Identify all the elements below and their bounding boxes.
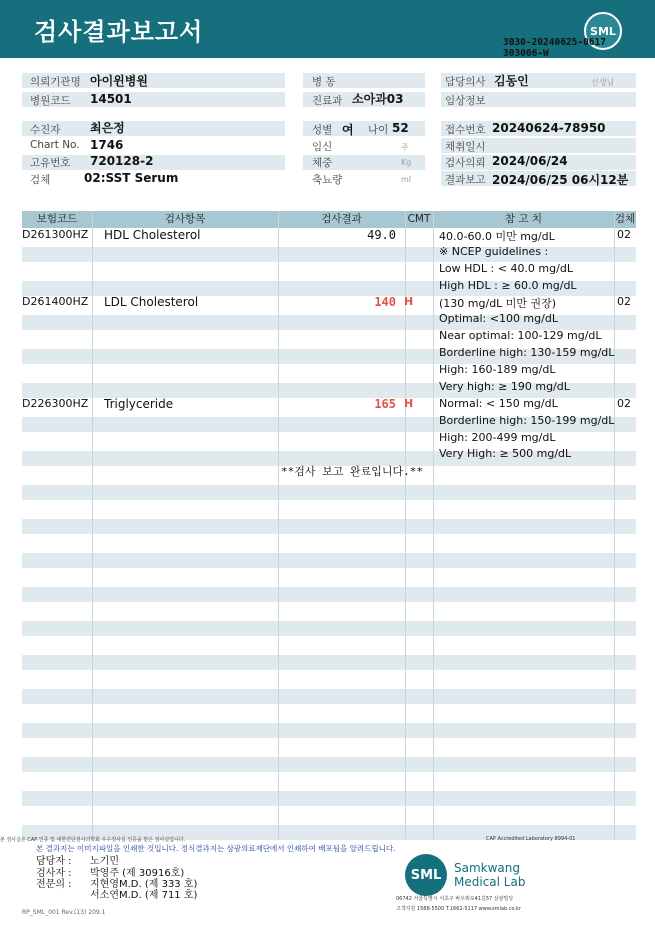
- specimen-value: 02:SST Serum: [84, 171, 179, 185]
- table-row-stripe: [22, 757, 636, 772]
- sex-label: 성별: [312, 124, 333, 136]
- table-row-stripe: [22, 553, 636, 568]
- table-row-stripe: [22, 791, 636, 806]
- document-id: [503, 37, 606, 59]
- reference-line: Low HDL : < 40.0 mg/dL: [439, 262, 573, 275]
- dept-value: 소아과03: [352, 92, 404, 106]
- document-id-line1: 3030-20240625-0617: [503, 37, 606, 48]
- doctor-suffix: 선생님: [591, 78, 615, 87]
- pregnancy-unit: 주: [401, 143, 409, 152]
- row2-specimen: 02: [617, 295, 631, 308]
- receipt-value: 20240624-78950: [492, 121, 606, 135]
- weight-label: 체중: [312, 157, 333, 169]
- ward-label: 병 동: [312, 76, 336, 88]
- lab-name-line2: Medical Lab: [454, 875, 526, 889]
- cap-note: CAP Accredited Laboratory 8994-01: [486, 836, 576, 842]
- results-table-header: [22, 211, 636, 228]
- row2-item: LDL Cholesterol: [104, 295, 199, 309]
- specimen-label: 검체: [30, 174, 51, 186]
- expert1-value: 지현영M.D. (제 333 호): [90, 879, 198, 890]
- age-label: 나이: [368, 124, 389, 136]
- column-divider: [614, 211, 615, 839]
- column-divider: [92, 211, 93, 839]
- row3-code: D226300HZ: [22, 397, 89, 410]
- reference-line: High: 160-189 mg/dL: [439, 363, 556, 376]
- expert-label: 전문의 :: [36, 879, 72, 890]
- clinical-label: 임상정보: [445, 95, 486, 107]
- sex-value: 여: [342, 123, 354, 137]
- report-value: 2024/06/25 06시12분: [492, 173, 629, 187]
- row1-result: 49.0: [367, 228, 396, 242]
- table-row-stripe: [22, 655, 636, 670]
- report-title: 검사결과보고서: [34, 18, 204, 46]
- pregnancy-label: 임신: [312, 141, 333, 153]
- expert2-value: 서소연M.D. (제 711 호): [90, 890, 198, 901]
- reference-line: Borderline high: 130-159 mg/dL: [439, 346, 615, 359]
- row2-result: 140: [374, 295, 396, 309]
- receipt-label: 접수번호: [445, 124, 486, 136]
- col-header-cmt: CMT: [407, 213, 431, 225]
- row2-flag: H: [404, 295, 414, 308]
- urine-unit: ml: [401, 175, 412, 184]
- certification-note: 본 검사실은 CAP 인증 및 대한진단검사의학회 우수검사실 인증을 받은 검사실입니다.: [0, 837, 186, 843]
- row1-specimen: 02: [617, 228, 631, 241]
- notice-text: 본 결과지는 이미지파일을 인쇄한 것입니다. 정식결과지는 삼광의료재단에서 인쇄하여 배포됨을 알려드립니다.: [36, 844, 396, 853]
- id-value: 720128-2: [90, 154, 154, 168]
- col-header-reference: 참 고 치: [504, 213, 543, 225]
- report-complete-note: **검사 보고 완료입니다.**: [281, 465, 423, 478]
- col-header-item: 검사항목: [164, 213, 206, 225]
- table-row-stripe: [22, 689, 636, 704]
- request-value: 2024/06/24: [492, 154, 568, 168]
- row1-code: D261300HZ: [22, 228, 89, 241]
- col-header-result: 검사결과: [321, 213, 362, 225]
- reporter-value: 노기민: [90, 856, 119, 867]
- hospital-label: 의뢰기관명: [30, 76, 81, 88]
- tester-label: 검사자 :: [36, 868, 72, 879]
- doctor-value: 김동인: [494, 74, 529, 88]
- id-label: 고유번호: [30, 157, 71, 169]
- weight-unit: Kg: [401, 158, 412, 167]
- hospital-code-value: 14501: [90, 92, 132, 106]
- row3-flag: H: [404, 397, 414, 410]
- table-row-stripe: [22, 519, 636, 534]
- reference-line: 40.0-60.0 미만 mg/dL: [439, 230, 555, 243]
- report-label: 결과보고: [445, 174, 486, 186]
- column-divider: [278, 211, 279, 839]
- col-header-specimen: 검체: [614, 213, 636, 225]
- lab-contact: 고객지원 1588-5500 T.1661-5117 www.smlab.co.kr: [396, 906, 521, 912]
- tester-value: 박영주 (제 30916호): [90, 868, 185, 879]
- table-row-stripe: [22, 723, 636, 738]
- chart-label: Chart No.: [30, 139, 80, 151]
- reference-line: Normal: < 150 mg/dL: [439, 397, 558, 410]
- chart-value: 1746: [90, 138, 124, 152]
- patient-name-label: 수진자: [30, 124, 61, 136]
- reference-line: (130 mg/dL 미만 권장): [439, 297, 557, 310]
- doctor-label: 담당의사: [445, 76, 486, 88]
- reference-line: High: 200-499 mg/dL: [439, 431, 556, 444]
- request-label: 검사의뢰: [445, 157, 486, 169]
- dept-label: 진료과: [312, 95, 343, 107]
- sml-logo-icon: SML: [584, 12, 622, 50]
- table-row-stripe: [22, 485, 636, 500]
- reference-line: Borderline high: 150-199 mg/dL: [439, 414, 615, 427]
- reference-line: Very high: ≥ 190 mg/dL: [439, 380, 570, 393]
- row3-result: 165: [374, 397, 396, 411]
- row1-item: HDL Cholesterol: [104, 228, 201, 242]
- document-id-line2: 303006-W: [503, 48, 549, 59]
- reference-line: ※ NCEP guidelines :: [439, 245, 549, 258]
- table-row-stripe: [22, 621, 636, 636]
- table-row-stripe: [22, 587, 636, 602]
- reference-line: Near optimal: 100-129 mg/dL: [439, 329, 602, 342]
- urine-label: 축뇨량: [312, 174, 343, 186]
- column-divider: [433, 211, 434, 839]
- reference-line: High HDL : ≥ 60.0 mg/dL: [439, 279, 577, 292]
- samkwang-logo-icon: SML: [405, 854, 447, 896]
- age-value: 52: [392, 121, 409, 135]
- patient-name-value: 최은정: [90, 121, 125, 135]
- reference-line: Very High: ≥ 500 mg/dL: [439, 447, 572, 460]
- reporter-label: 담당자 :: [36, 856, 72, 867]
- reference-line: Optimal: <100 mg/dL: [439, 312, 558, 325]
- row3-specimen: 02: [617, 397, 631, 410]
- collect-label: 채취일시: [445, 141, 486, 153]
- row2-code: D261400HZ: [22, 295, 89, 308]
- hospital-code-label: 병원코드: [30, 95, 71, 107]
- lab-name-line1: Samkwang: [454, 861, 520, 875]
- row3-item: Triglyceride: [104, 397, 174, 411]
- form-code: RP_SML_001 Rev.(13) 209.1: [22, 909, 106, 916]
- hospital-value: 아이윈병원: [90, 74, 148, 88]
- field-bg: [22, 121, 285, 136]
- col-header-code: 보험코드: [36, 213, 78, 225]
- lab-address: 06742 서울특별시 서초구 바우뫼로41길57 삼광빌딩: [396, 896, 514, 902]
